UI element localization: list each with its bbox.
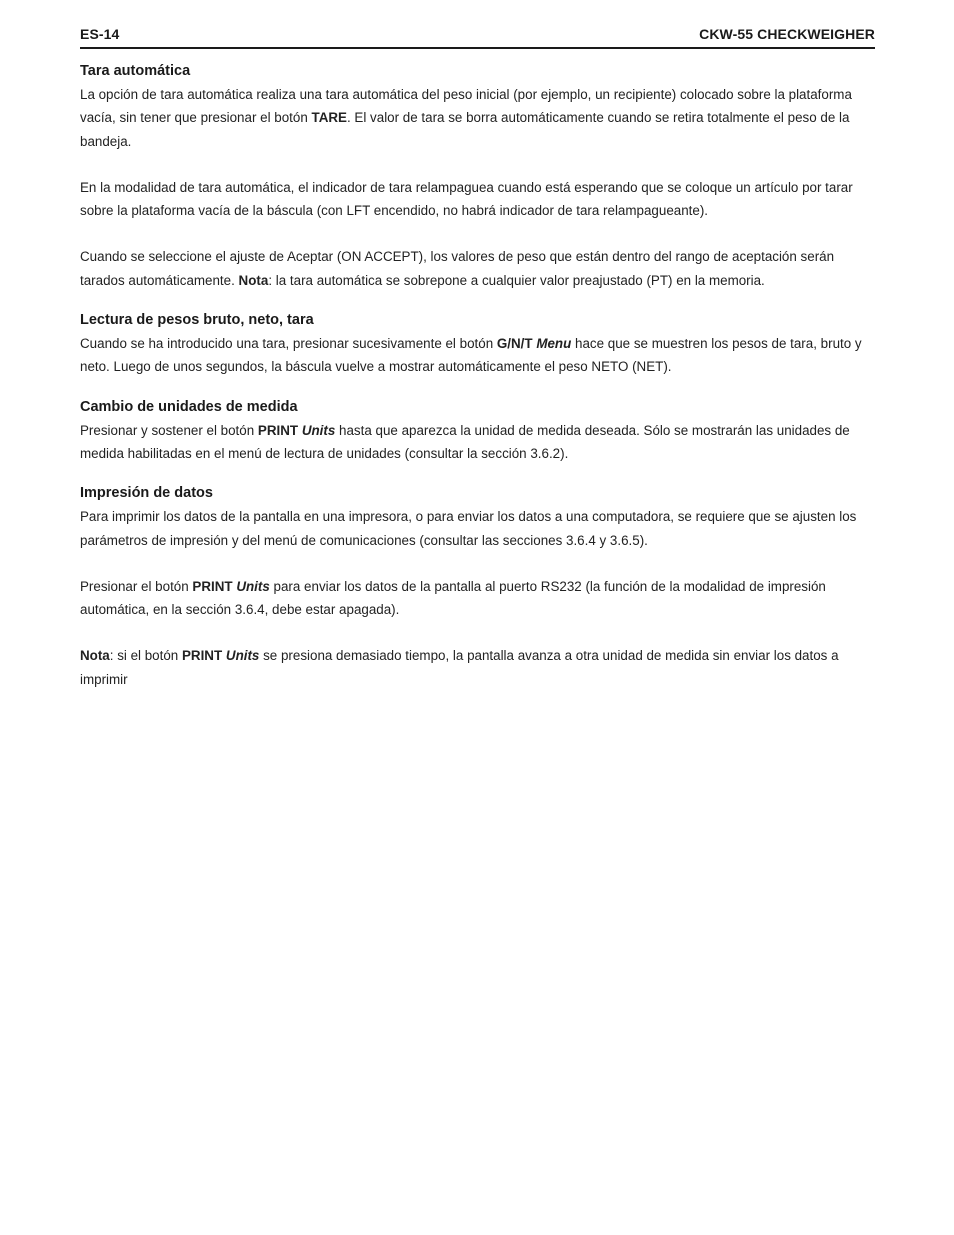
text-run: hace que se muestren los pesos de tara, bruto y neto. Luego de unos segundos, la báscula vuelve a mostrar automáticamente el peso NETO (NET).: [80, 336, 862, 375]
section-title: Tara automática: [80, 63, 191, 79]
manual-page: [80, 26, 875, 691]
section-title: Cambio de unidades de medida: [80, 398, 298, 415]
section-gross-net-tare: [80, 312, 875, 379]
print-button-ref: PRINT: [181, 648, 223, 664]
gnt-button-ref: G/N/T: [496, 336, 533, 352]
paragraph: [80, 332, 875, 379]
paragraph: [80, 644, 875, 691]
text-run: En la modalidad de tara automática, el indicador de tara relampaguea cuando está esperando que se coloque un artículo por tarar sobre la plataforma vacía de la báscula (con LFT encendido, no habrá indicador de tara relampagueante).: [80, 179, 853, 219]
paragraph: [80, 419, 875, 466]
text-run: se presiona demasiado tiempo, la pantalla avanza a otra unidad de medida sin enviar los datos a imprimir: [80, 648, 839, 687]
text-run: Presionar el botón: [80, 578, 193, 594]
text-run: Cuando se seleccione el ajuste de Aceptar (ON ACCEPT), los valores de peso que están dentro del rango de aceptación serán tarados automáticamente.: [80, 249, 835, 288]
section-title: Lectura de pesos bruto, neto, tara: [80, 312, 314, 329]
paragraph: [80, 505, 875, 552]
paragraph: [80, 575, 875, 622]
text-run: : si el botón: [109, 648, 182, 664]
units-button-ref: Units: [236, 578, 270, 594]
paragraph: [80, 245, 875, 292]
section-data-printing: [80, 485, 875, 691]
section-auto-tare: [80, 63, 875, 292]
page-header: [80, 26, 875, 49]
text-run: Para imprimir los datos de la pantalla en una impresora, o para enviar los datos a una computadora, se requiere que se ajusten los parámetros de impresión y del menú de comunicaciones (consultar las secciones 3.6.4 y 3.6.5).: [80, 509, 857, 548]
note-label: Nota: [80, 648, 110, 664]
section-unit-change: [80, 399, 875, 466]
paragraph: [80, 83, 875, 153]
paragraph: [80, 176, 875, 223]
print-button-ref: PRINT: [257, 422, 299, 438]
menu-button-ref: Menu: [536, 336, 572, 352]
tare-button-ref: TARE: [311, 110, 347, 126]
note-label: Nota: [238, 272, 269, 288]
text-run: Cuando se ha introducido una tara, presionar sucesivamente el botón: [80, 336, 497, 352]
text-run: hasta que aparezca la unidad de medida deseada. Sólo se mostrarán las unidades de medida habilitadas en el menú de lectura de unidades (consultar la sección 3.6.2).: [80, 422, 850, 461]
text-run: : la tara automática se sobrepone a cualquier valor preajustado (PT) en la memoria.: [268, 272, 765, 288]
text-run: Presionar y sostener el botón: [80, 422, 258, 438]
section-title: Impresión de datos: [80, 485, 213, 502]
text-run: para enviar los datos de la pantalla al puerto RS232 (la función de la modalidad de impresión automática, en la sección 3.6.4, debe estar apagada).: [80, 578, 826, 618]
print-button-ref: PRINT: [192, 578, 233, 594]
text-run: . El valor de tara se borra automáticamente cuando se retira totalmente el peso de la bandeja.: [80, 110, 850, 149]
text-run: La opción de tara automática realiza una tara automática del peso inicial (por ejemplo, un recipiente) colocado sobre la plataforma vacía, sin tener que presionar el botón: [80, 87, 852, 126]
units-button-ref: Units: [301, 422, 336, 438]
units-button-ref: Units: [225, 648, 260, 664]
page-number: ES-14: [80, 26, 120, 42]
product-name: CKW-55 CHECKWEIGHER: [699, 26, 875, 42]
